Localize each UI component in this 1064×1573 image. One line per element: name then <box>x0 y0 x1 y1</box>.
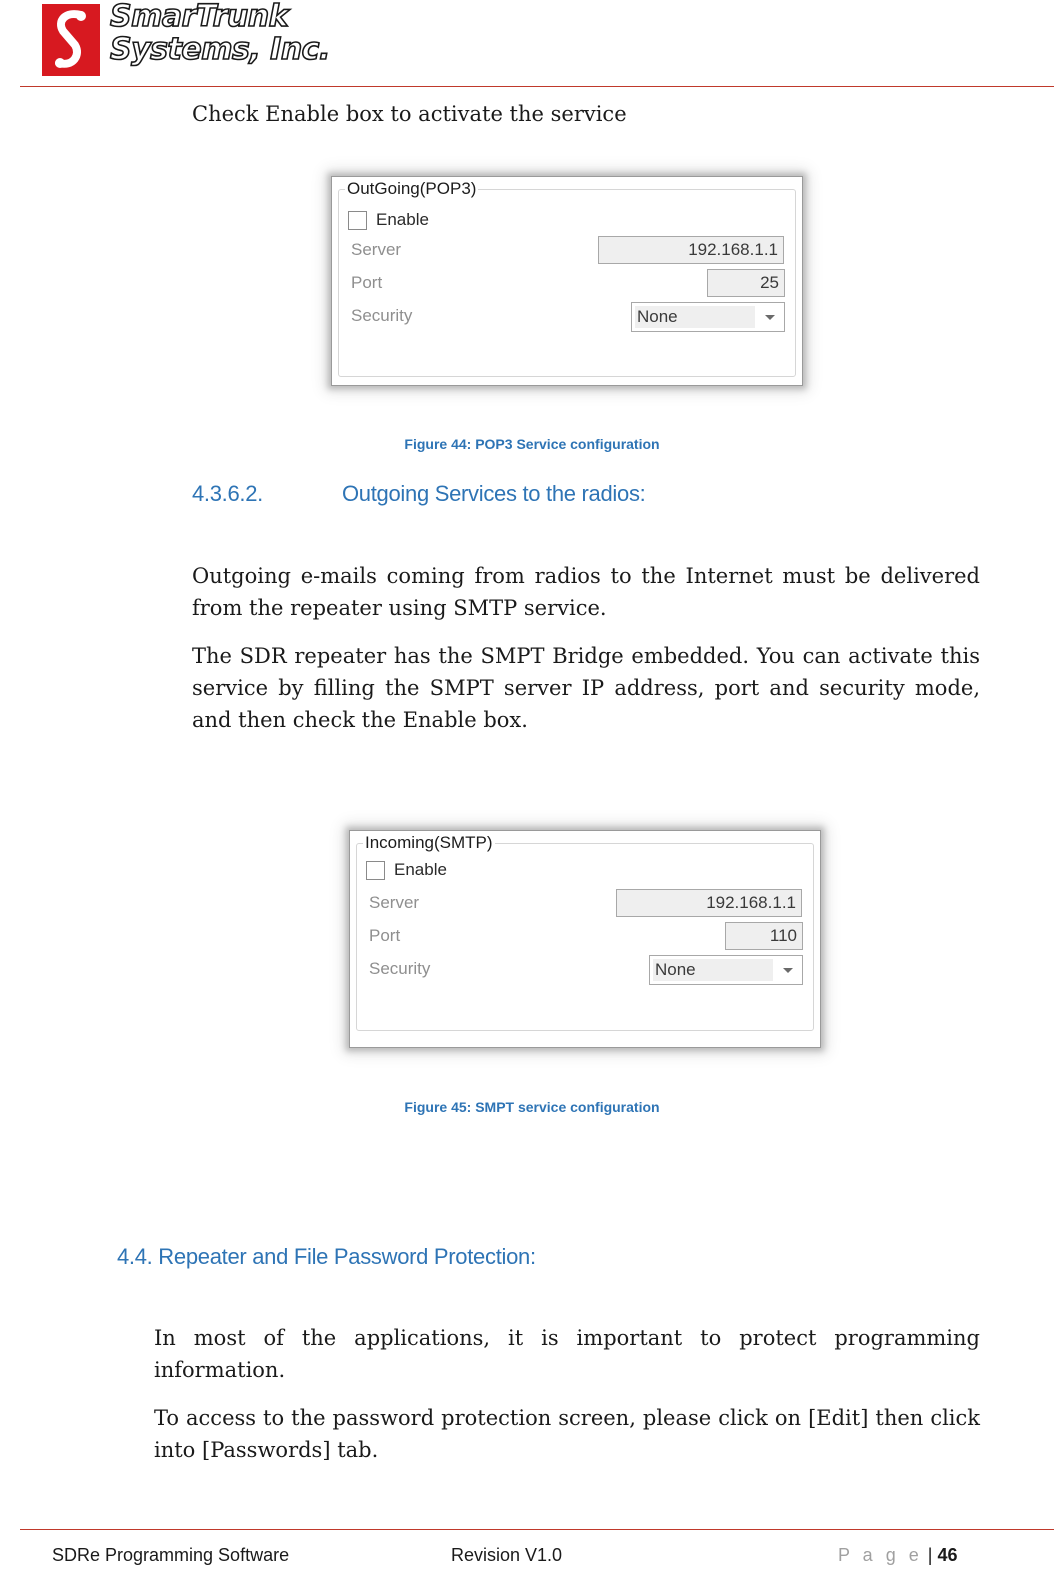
smtp-groupbox-title: Incoming(SMTP) <box>365 833 493 852</box>
header-rule <box>20 86 1054 87</box>
smtp-enable-label: Enable <box>394 860 447 879</box>
smtp-security-value: None <box>653 959 773 981</box>
paragraph-protect: In most of the applications, it is important to protect programming information. <box>154 1326 980 1382</box>
footer-page-number: 46 <box>937 1545 958 1565</box>
pop3-port-label: Port <box>351 273 383 292</box>
pop3-server-label: Server <box>351 240 402 259</box>
footer-revision: Revision V1.0 <box>451 1545 563 1565</box>
company-name-line2: Systems, Inc. <box>110 32 330 67</box>
smtp-security-select[interactable] <box>649 955 803 985</box>
pop3-security-value: None <box>635 306 755 328</box>
footer-doc-title: SDRe Programming Software <box>52 1545 290 1565</box>
smtp-enable-checkbox[interactable] <box>366 861 385 880</box>
footer-page-word: P a g e <box>838 1545 923 1565</box>
intro-text: Check Enable box to activate the service <box>192 102 627 126</box>
paragraph-access: To access to the password protection screen, please click on [Edit] then click into [Passwords] tab. <box>154 1406 980 1462</box>
smtp-security-label: Security <box>369 959 431 978</box>
section-title: Outgoing Services to the radios: <box>342 481 646 506</box>
pop3-security-label: Security <box>351 306 413 325</box>
company-name-line1: SmarTrunk <box>110 0 289 34</box>
figure-44-caption: Figure 44: POP3 Service configuration <box>404 436 660 452</box>
s-phone-logo-icon <box>51 9 91 71</box>
figure-44-screenshot <box>331 176 803 386</box>
smtp-port-label: Port <box>369 926 401 945</box>
pop3-groupbox-title: OutGoing(POP3) <box>347 179 477 198</box>
footer-page <box>838 1545 957 1566</box>
company-name <box>110 0 350 66</box>
pop3-security-select[interactable] <box>631 302 785 332</box>
pop3-enable-checkbox[interactable] <box>348 211 367 230</box>
section-4-4-heading: 4.4. Repeater and File Password Protection: <box>117 1244 536 1269</box>
figure-45-screenshot <box>349 830 821 1048</box>
smtp-server-label: Server <box>369 893 420 912</box>
pop3-port-input[interactable]: 25 <box>707 269 785 297</box>
smtp-server-input[interactable]: 192.168.1.1 <box>616 889 802 917</box>
paragraph-smtp-bridge: The SDR repeater has the SMPT Bridge embedded. You can activate this service by filling the SMPT server IP address, port and security mode, and then check the Enable box. <box>192 644 980 732</box>
pop3-server-input[interactable]: 192.168.1.1 <box>598 236 784 264</box>
footer-rule <box>20 1529 1054 1530</box>
chevron-down-icon <box>765 315 775 320</box>
paragraph-outgoing: Outgoing e-mails coming from radios to the Internet must be delivered from the repeater using SMTP service. <box>192 564 980 620</box>
footer-separator: | <box>927 1545 933 1565</box>
pop3-enable-label: Enable <box>376 210 429 229</box>
chevron-down-icon <box>783 968 793 973</box>
figure-45-caption: Figure 45: SMPT service configuration <box>404 1099 660 1115</box>
section-number: 4.3.6.2. <box>192 481 263 506</box>
company-logo <box>42 4 100 76</box>
smtp-port-input[interactable]: 110 <box>725 922 803 950</box>
